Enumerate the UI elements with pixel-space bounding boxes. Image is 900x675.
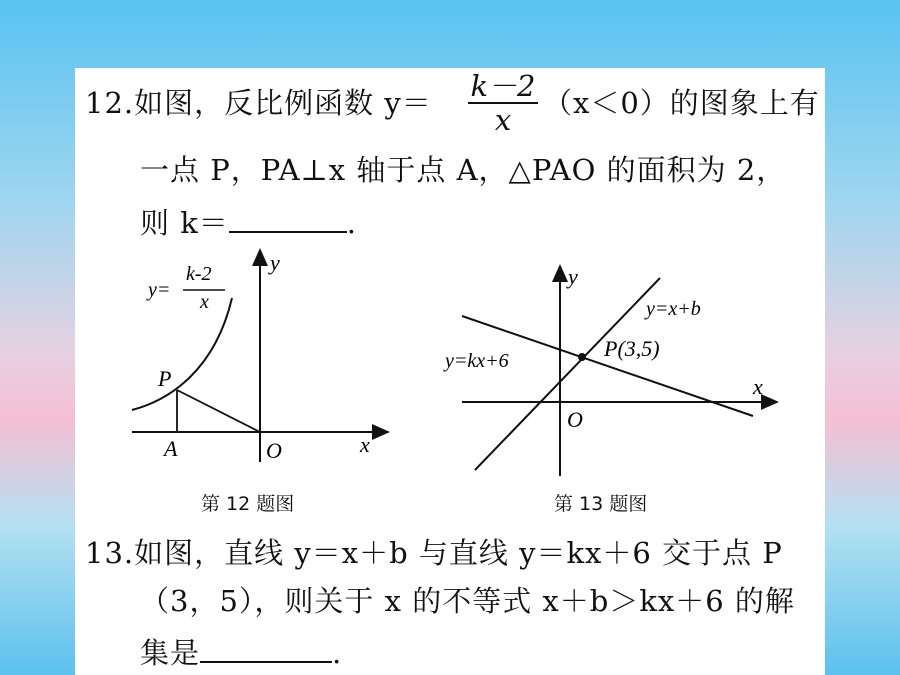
q12-line3-suffix: . — [346, 206, 358, 240]
q13-line3 — [140, 633, 342, 670]
q13-line3-suffix: . — [332, 636, 343, 670]
fig12-label-p: P — [158, 366, 172, 391]
fig13-label-x: x — [753, 374, 763, 399]
q12-line1-suffix: （x＜0）的图象上有 — [543, 86, 820, 120]
fig13-point-p — [578, 353, 586, 361]
q12-line3 — [140, 203, 357, 240]
q13-line1: 13.如图，直线 y＝x＋b 与直线 y＝kx＋6 交于点 P — [85, 536, 783, 570]
fig12-equation-num: k-2 — [186, 263, 212, 285]
fig12-equation-den: x — [200, 291, 209, 313]
q13-answer-blank[interactable] — [200, 633, 332, 663]
fig13-label-o: O — [567, 407, 583, 432]
fig12-label-o: O — [266, 438, 282, 463]
fig12-equation-y: y= — [148, 279, 171, 301]
fig13-label-y: y — [568, 264, 578, 289]
fig13-label-point-p: P(3,5) — [604, 336, 660, 361]
q12-fraction-numerator: k－2 — [470, 69, 536, 103]
q12-line1-prefix: 12.如图，反比例函数 y＝ — [85, 86, 432, 120]
q12-line2: 一点 P，PA⊥x 轴于点 A，△PAO 的面积为 2， — [140, 153, 787, 187]
q12-line3-prefix: 则 k＝ — [140, 206, 229, 240]
fig12-segment-po — [177, 390, 260, 432]
fig13-caption: 第 13 题图 — [554, 493, 648, 515]
fig13-label-line-y-x-plus-b: y=x+b — [646, 298, 701, 320]
fig13-label-line-y-kx-plus-6: y=kx+6 — [445, 350, 509, 372]
q12-answer-blank[interactable] — [229, 203, 347, 233]
q12-fraction-denominator: x — [494, 103, 512, 137]
figure-12 — [120, 240, 400, 465]
fig12-caption: 第 12 题图 — [201, 493, 295, 515]
q13-line3-prefix: 集是 — [140, 636, 201, 670]
figure-13 — [440, 258, 785, 478]
fig12-label-x: x — [360, 432, 370, 457]
q13-line2: （3，5），则关于 x 的不等式 x＋b＞kx＋6 的解 — [140, 584, 795, 618]
fig12-label-y: y — [270, 250, 280, 275]
fig12-label-a: A — [164, 436, 178, 461]
q12-fraction — [466, 70, 540, 136]
